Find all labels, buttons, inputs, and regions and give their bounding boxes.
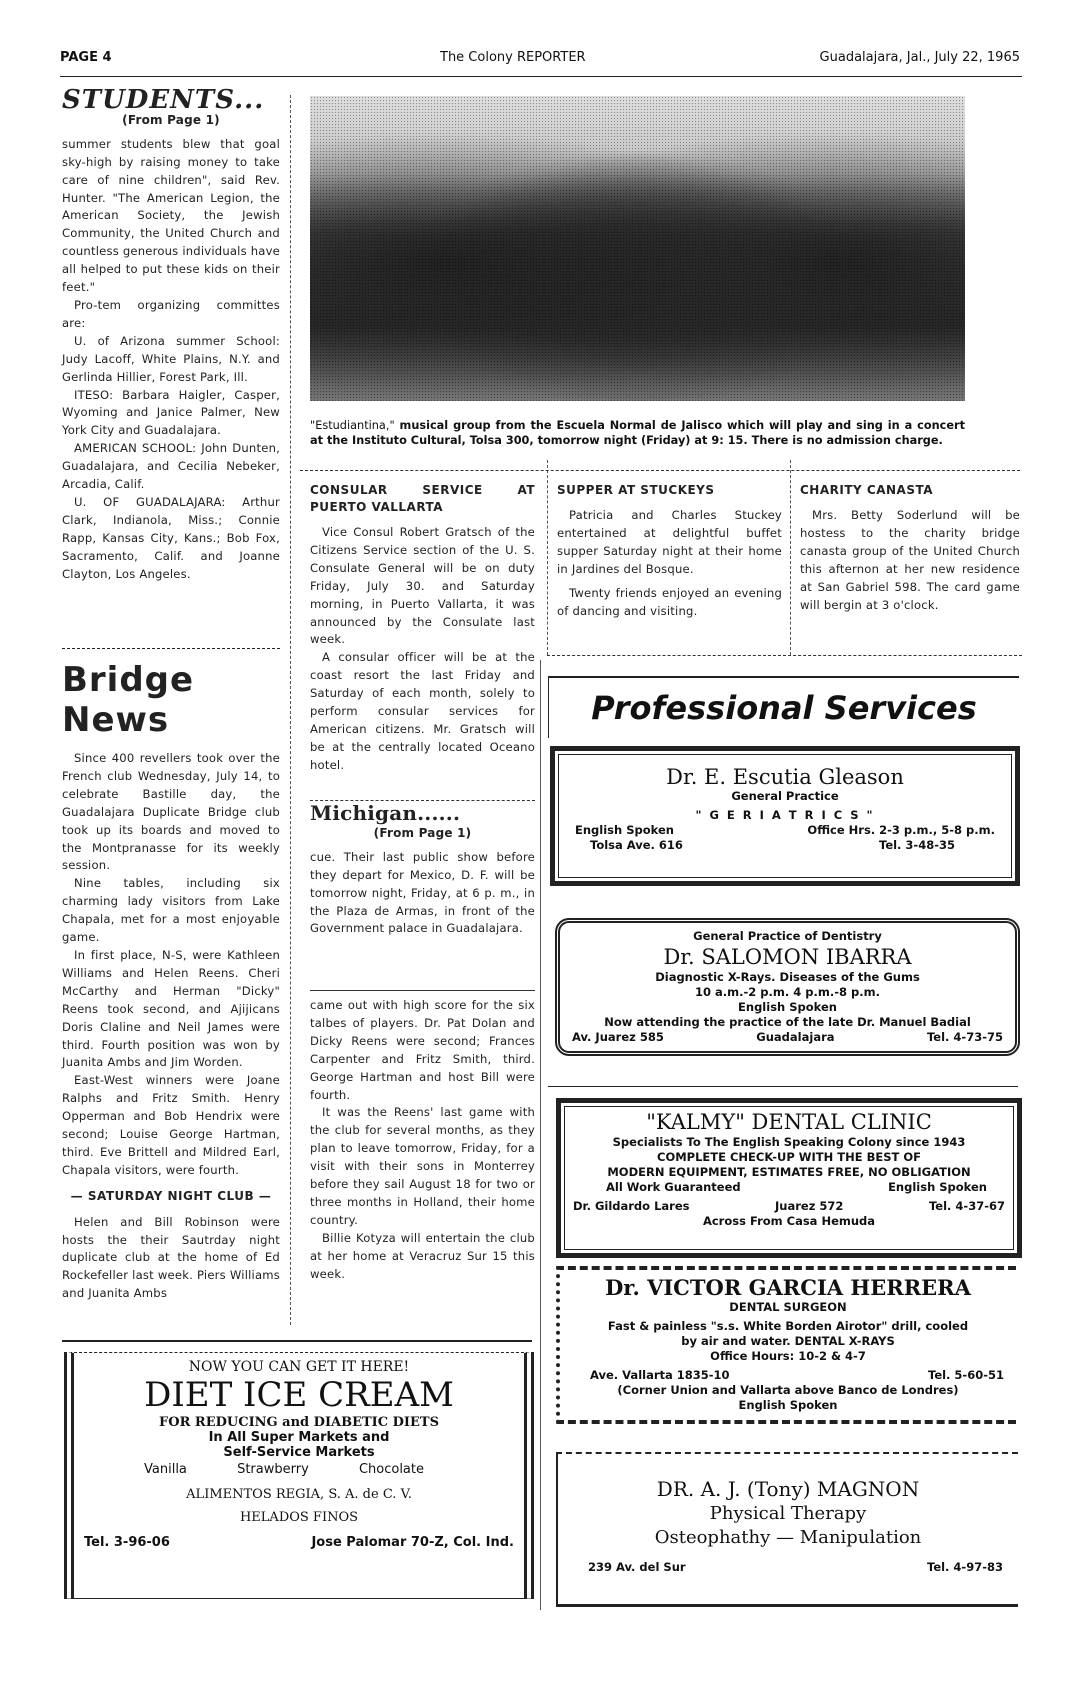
professional-services-heading: Professional Services [548, 676, 1019, 738]
ad-line: General Practice of Dentistry [693, 929, 882, 943]
ad-line: Self-Service Markets [223, 1445, 375, 1460]
page-number: PAGE 4 [60, 50, 112, 65]
ad-ibarra [555, 918, 1020, 1056]
paragraph: AMERICAN SCHOOL: John Dunten, Guadalajara, and Cecilia Nebeker, Arcadia, Calif. [62, 441, 280, 492]
section-rule [300, 470, 1020, 471]
paragraph: Since 400 revellers took over the French club Wednesday, July 14, to celebrate Bastille day, the Guadalajara Duplicate Bridge club took up its boards and moved to the Montpranasse for its weekly session. [62, 751, 280, 873]
ad-line: Specialists To The English Speaking Colony since 1943 [612, 1135, 966, 1149]
flavor: Vanilla [144, 1462, 187, 1477]
article-supper-at-stuckeys [557, 482, 782, 620]
from-page-note: (From Page 1) [373, 825, 472, 840]
ad-city: Guadalajara [756, 1030, 835, 1044]
headline-canasta: CHARITY CANASTA [800, 483, 934, 497]
article-michigan [310, 801, 535, 938]
flavor: Strawberry [237, 1462, 309, 1477]
paragraph: Helen and Bill Robinson were hosts the their Sautrday night duplicate club at the home of Ed Rockefeller last week. Piers Williams and Juanita Ambs [62, 1214, 280, 1301]
ad-line: DENTAL SURGEON [729, 1300, 847, 1314]
photo-estudiantina [310, 96, 965, 401]
ad-line: General Practice [731, 789, 839, 803]
ad-line: FOR REDUCING and DIABETIC DIETS [159, 1415, 439, 1430]
ad-line: Physical Therapy [709, 1503, 867, 1524]
paragraph: East-West winners were Joane Ralphs and Fritz Smith. Henry Opperman and Bob Hendrix were second; Louise George Hartman, third. Eve Brittell and Mildred Earl, Chapala visitors, were fourth. [62, 1073, 280, 1177]
ad-line: NOW YOU CAN GET IT HERE! [188, 1359, 410, 1375]
ad-name: Dr. SALOMON IBARRA [663, 945, 912, 969]
paragraph: Nine tables, including six charming lady visitors from Lake Chapala, met for a most enjoyable game. [62, 876, 280, 945]
column-divider [290, 95, 291, 1325]
headline-consular: CONSULAR SERVICE AT PUERTO VALLARTA [310, 483, 535, 514]
section-rule [548, 1086, 1018, 1087]
ad-line: MODERN EQUIPMENT, ESTIMATES FREE, NO OBLIGATION [607, 1165, 971, 1179]
ad-name: Dr. E. Escutia Gleason [666, 765, 904, 789]
ad-line: Now attending the practice of the late Dr. Manuel Badial [604, 1015, 971, 1029]
from-page-note: (From Page 1) [122, 112, 220, 127]
paragraph: U. OF GUADALAJARA: Arthur Clark, Indianola, Miss.; Connie Rapp, Kansas City, Kans.; Bob Fox, Sacramento, Calif. and Joanne Clayton, Los Angeles. [62, 494, 280, 581]
ad-line: In All Super Markets and [208, 1430, 390, 1445]
paragraph: Pro-tem organizing committes are: [62, 297, 280, 330]
dateline: Guadalajara, Jal., July 22, 1965 [819, 50, 1020, 65]
ad-line: Across From Casa Hemuda [702, 1214, 876, 1228]
caption-text: musical group from the Escuela Normal de Jalisco which will play and sing in a concert at the Instituto Cultural, Tolsa 300, tomorrow night (Friday) at 9: 15. There is no admission charge. [310, 419, 965, 447]
ad-line: Diagnostic X-Rays. Diseases of the Gums [655, 970, 920, 984]
ad-diet-ice-cream [64, 1352, 534, 1599]
newspaper-name: The Colony REPORTER [440, 50, 586, 65]
ad-address: Tolsa Ave. 616 [590, 838, 683, 852]
ad-phone: Tel. 3-48-35 [879, 838, 955, 852]
ad-line: English Spoken [738, 1000, 837, 1014]
masthead-rule [60, 76, 1022, 77]
ad-line: English Spoken [575, 823, 674, 837]
subhead-saturday-night-club: — SATURDAY NIGHT CLUB — [70, 1188, 272, 1203]
ad-line: English Spoken [888, 1180, 987, 1194]
article-bridge-news [62, 660, 280, 1303]
paragraph: U. of Arizona summer School: Judy Lacoff, White Plains, N.Y. and Gerlinda Hillier, Forest Park, Ill. [62, 333, 280, 384]
ad-name: "KALMY" DENTAL CLINIC [646, 1110, 932, 1134]
photo-caption [310, 418, 965, 448]
ad-line: Fast & painless "s.s. White Borden Airotor" drill, cooled [607, 1319, 969, 1333]
paragraph: came out with high score for the six talbes of players. Dr. Pat Dolan and Dicky Reens were second; Frances Carpenter and Fritz Smith, third. George Hartman and host Bill were fourth. [310, 998, 535, 1102]
ad-line: Office Hours: 10-2 & 4-7 [710, 1349, 866, 1363]
article-charity-canasta [800, 482, 1020, 614]
article-students [62, 85, 280, 583]
section-rule [62, 1340, 532, 1342]
headline-michigan: Michigan...... [310, 801, 461, 825]
paragraph: summer students blew that goal sky-high by raising money to take care of nine children", said Rev. Hunter. "The American Legion, the American Society, the Jewish Community, the United Church and countless generous individuals have all helped to put these kids on their feet." [62, 136, 280, 295]
ad-address: Ave. Vallarta 1835-10 [590, 1368, 730, 1382]
paragraph: Twenty friends enjoyed an evening of dancing and visiting. [557, 585, 782, 618]
article-consular-service [310, 482, 535, 775]
ad-address: 239 Av. del Sur [588, 1560, 686, 1574]
ad-phone: Tel. 4-97-83 [927, 1560, 1003, 1574]
ad-line: All Work Guaranteed [606, 1180, 741, 1194]
column-divider [540, 660, 541, 1610]
ad-company: ALIMENTOS REGIA, S. A. de C. V. [186, 1487, 412, 1502]
flavor: Chocolate [358, 1462, 424, 1477]
ad-line: " G E R I A T R I C S " [695, 808, 875, 822]
masthead [60, 50, 1020, 70]
paragraph: Patricia and Charles Stuckey entertained at delightful buffet supper Saturday night at their home in Jardines del Bosque. [557, 508, 782, 576]
section-rule [310, 990, 535, 991]
headline-stuckeys: SUPPER AT STUCKEYS [557, 483, 715, 497]
ad-line: (Corner Union and Vallarta above Banco de Londres) [617, 1383, 959, 1397]
ad-name: Dr. VICTOR GARCIA HERRERA [605, 1275, 971, 1300]
ad-line: English Spoken [738, 1398, 838, 1412]
ad-line: Office Hrs. 2-3 p.m., 5-8 p.m. [807, 823, 995, 837]
paragraph: Billie Kotyza will entertain the club at her home at Veracruz Sur 15 this week. [310, 1230, 535, 1281]
paragraph: ITESO: Barbara Haigler, Casper, Wyoming and Janice Palmer, New York City and Guadalajara. [62, 387, 280, 438]
ad-phone: Tel. 4-73-75 [926, 1030, 1003, 1044]
ad-line: 10 a.m.-2 p.m. 4 p.m.-8 p.m. [695, 985, 880, 999]
column-divider [790, 460, 791, 655]
ad-line: HELADOS FINOS [239, 1510, 359, 1525]
ad-phone: Tel. 4-37-67 [928, 1199, 1005, 1213]
headline-students: STUDENTS... [62, 85, 265, 115]
ad-line: by air and water. DENTAL X-RAYS [681, 1334, 895, 1348]
ad-gleason [550, 746, 1020, 886]
ad-address: Juarez 572 [775, 1199, 844, 1213]
paragraph: Mrs. Betty Soderlund will be hostess to the charity bridge canasta group of the United Church this afternon at her new residence at San Gabriel 598. The card game will bergin at 3 o'clock. [800, 508, 1020, 612]
caption-lead: "Estudiantina," [310, 419, 395, 432]
article-bridge-continued [310, 997, 535, 1284]
headline-bridge-news: Bridge News [62, 660, 195, 740]
paragraph: A consular officer will be at the coast resort the last Friday and Saturday of each month, solely to perform consular services for American citizens. Mr. Gratsch will be at the centrally located Oceano hotel. [310, 650, 535, 772]
ad-kalmy-dental-clinic [556, 1098, 1022, 1258]
ad-title: DIET ICE CREAM [144, 1375, 454, 1415]
ad-magnon [556, 1452, 1018, 1607]
paragraph: In first place, N-S, were Kathleen Williams and Helen Reens. Cheri McCarthy and Herman "Dicky" Reens took second, and Ajijicans Doris Claline and Neil James were third. Fourth position was won by Juanita Ambs and Jim Worden. [62, 947, 280, 1070]
ad-doctor: Dr. Gildardo Lares [573, 1199, 690, 1213]
ad-line: Osteophathy — Manipulation [654, 1527, 922, 1548]
ad-line: COMPLETE CHECK-UP WITH THE BEST OF [657, 1150, 921, 1164]
ad-address: Av. Juarez 585 [572, 1030, 664, 1044]
paragraph: Vice Consul Robert Gratsch of the Citizens Service section of the U. S. Consulate General will be on duty Friday, July 30. and Saturday morning, in Puerto Vallarta, it was announced by the Consulate last week. [310, 525, 535, 647]
section-rule [547, 655, 1022, 656]
ad-phone: Tel. 3-96-06 [84, 1535, 170, 1550]
ad-name: DR. A. J. (Tony) MAGNON [656, 1477, 920, 1501]
column-divider [547, 460, 548, 655]
ad-herrera [556, 1266, 1016, 1424]
ad-address: Jose Palomar 70-Z, Col. Ind. [311, 1535, 514, 1550]
section-rule [62, 648, 280, 649]
paragraph: cue. Their last public show before they depart for Mexico, D. F. will be tomorrow night, Friday, at 6 p. m., in the Plaza de Armas, in front of the Government palace in Guadalajara. [310, 849, 535, 936]
paragraph: It was the Reens' last game with the club for several months, as they plan to leave tomorrow, Friday, for a visit with their sons in Monterrey before they sail August 18 for two or three months in Holland, their home country. [310, 1105, 535, 1227]
ad-phone: Tel. 5-60-51 [928, 1368, 1004, 1382]
